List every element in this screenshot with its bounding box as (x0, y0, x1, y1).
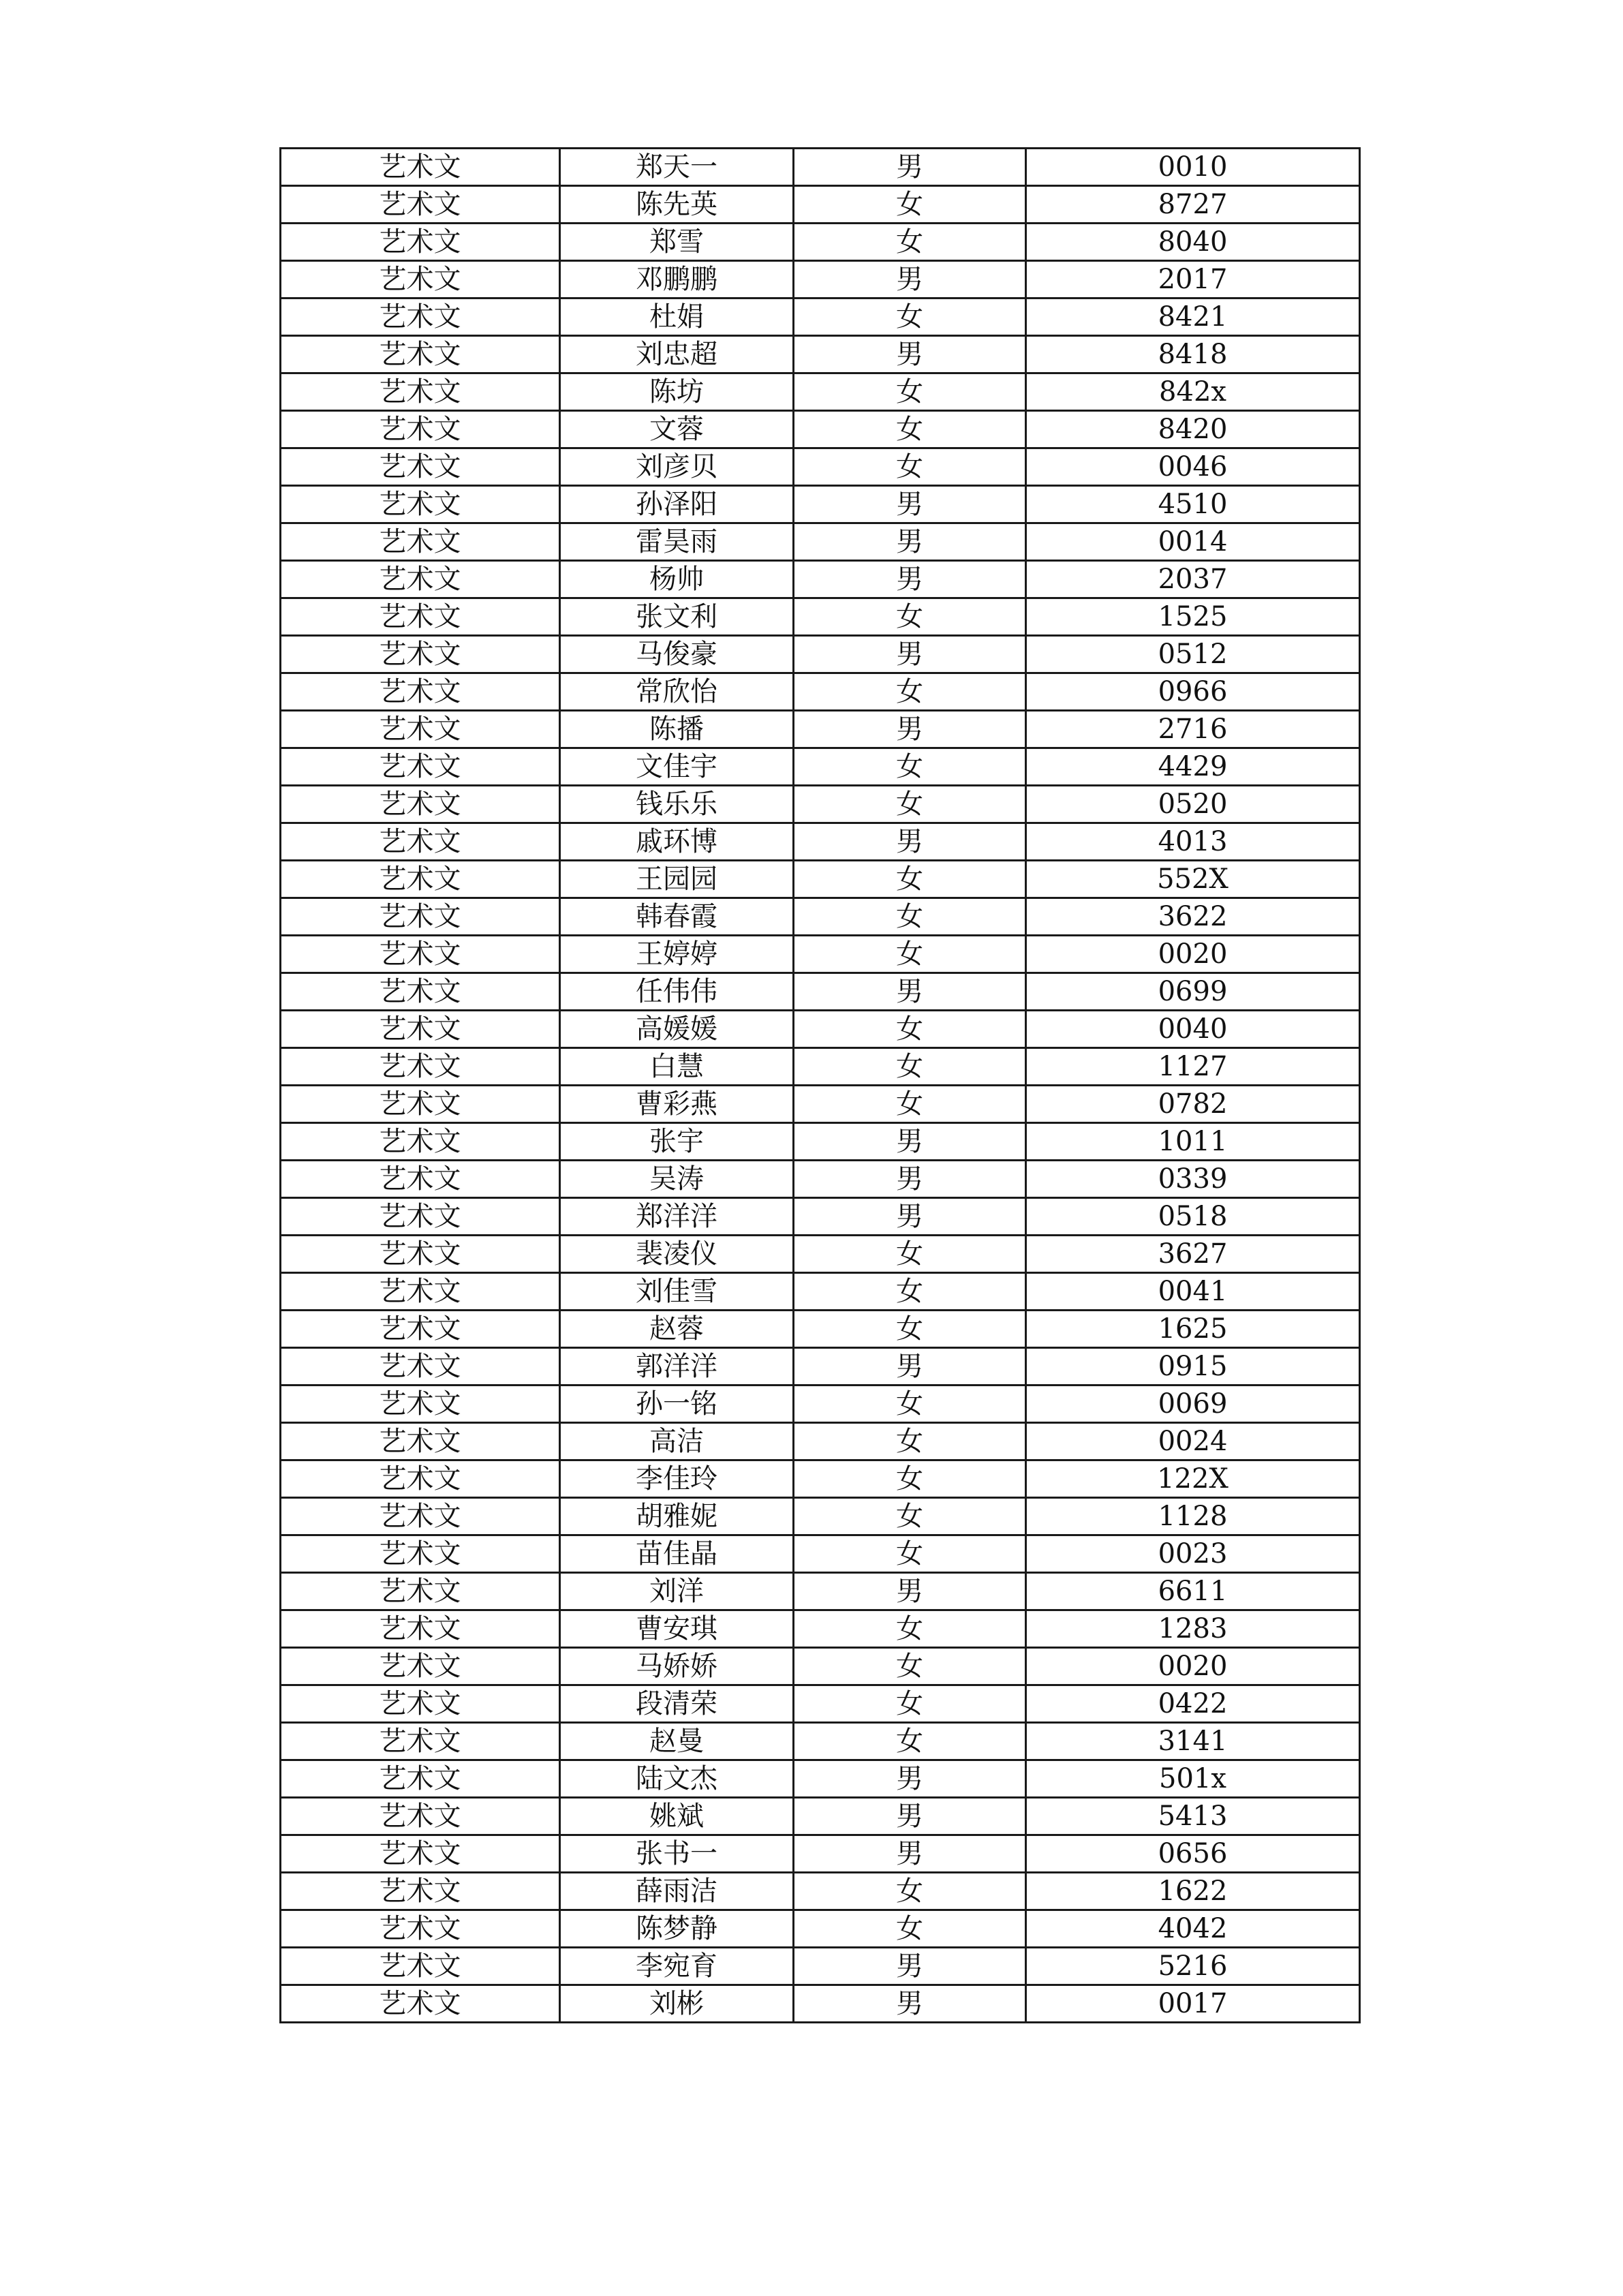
name-cell: 常欣怡 (560, 673, 794, 711)
name-cell: 雷昊雨 (560, 523, 794, 561)
category-cell: 艺术文 (281, 973, 560, 1011)
table-row (281, 898, 1360, 936)
roster-table-body (281, 149, 1360, 2023)
id-suffix-cell: 0339 (1026, 1161, 1360, 1198)
category-cell: 艺术文 (281, 224, 560, 261)
table-row (281, 149, 1360, 186)
table-row (281, 598, 1360, 636)
id-suffix-cell: 0656 (1026, 1835, 1360, 1873)
name-cell: 苗佳晶 (560, 1535, 794, 1573)
name-cell: 赵蓉 (560, 1311, 794, 1348)
gender-cell: 女 (794, 1685, 1026, 1723)
name-cell: 马娇娇 (560, 1648, 794, 1685)
table-row (281, 1873, 1360, 1910)
id-suffix-cell: 0017 (1026, 1985, 1360, 2023)
name-cell: 姚斌 (560, 1798, 794, 1835)
gender-cell: 女 (794, 1723, 1026, 1760)
table-row (281, 486, 1360, 523)
id-suffix-cell: 1283 (1026, 1610, 1360, 1648)
table-row (281, 1723, 1360, 1760)
category-cell: 艺术文 (281, 898, 560, 936)
gender-cell: 女 (794, 411, 1026, 448)
gender-cell: 男 (794, 636, 1026, 673)
id-suffix-cell: 0041 (1026, 1273, 1360, 1311)
category-cell: 艺术文 (281, 1760, 560, 1798)
name-cell: 马俊豪 (560, 636, 794, 673)
category-cell: 艺术文 (281, 1573, 560, 1610)
gender-cell: 男 (794, 973, 1026, 1011)
gender-cell: 女 (794, 1910, 1026, 1948)
gender-cell: 男 (794, 261, 1026, 299)
name-cell: 刘彬 (560, 1985, 794, 2023)
name-cell: 王婷婷 (560, 936, 794, 973)
id-suffix-cell: 122X (1026, 1460, 1360, 1498)
name-cell: 邓鹏鹏 (560, 261, 794, 299)
id-suffix-cell: 0014 (1026, 523, 1360, 561)
category-cell: 艺术文 (281, 149, 560, 186)
table-row (281, 224, 1360, 261)
table-row (281, 823, 1360, 861)
category-cell: 艺术文 (281, 598, 560, 636)
table-row (281, 1798, 1360, 1835)
name-cell: 郭洋洋 (560, 1348, 794, 1386)
gender-cell: 女 (794, 936, 1026, 973)
table-row (281, 1948, 1360, 1985)
name-cell: 高媛媛 (560, 1011, 794, 1048)
category-cell: 艺术文 (281, 1311, 560, 1348)
name-cell: 刘佳雪 (560, 1273, 794, 1311)
category-cell: 艺术文 (281, 1910, 560, 1948)
table-row (281, 1123, 1360, 1161)
category-cell: 艺术文 (281, 1348, 560, 1386)
table-row (281, 973, 1360, 1011)
name-cell: 李佳玲 (560, 1460, 794, 1498)
name-cell: 刘洋 (560, 1573, 794, 1610)
category-cell: 艺术文 (281, 1460, 560, 1498)
name-cell: 张宇 (560, 1123, 794, 1161)
category-cell: 艺术文 (281, 1948, 560, 1985)
category-cell: 艺术文 (281, 636, 560, 673)
gender-cell: 女 (794, 1423, 1026, 1460)
gender-cell: 女 (794, 1048, 1026, 1086)
name-cell: 任伟伟 (560, 973, 794, 1011)
category-cell: 艺术文 (281, 1236, 560, 1273)
category-cell: 艺术文 (281, 786, 560, 823)
gender-cell: 男 (794, 1948, 1026, 1985)
table-row (281, 1236, 1360, 1273)
name-cell: 胡雅妮 (560, 1498, 794, 1535)
id-suffix-cell: 552X (1026, 861, 1360, 898)
category-cell: 艺术文 (281, 1011, 560, 1048)
id-suffix-cell: 1625 (1026, 1311, 1360, 1348)
category-cell: 艺术文 (281, 1798, 560, 1835)
table-row (281, 1573, 1360, 1610)
id-suffix-cell: 0422 (1026, 1685, 1360, 1723)
id-suffix-cell: 3622 (1026, 898, 1360, 936)
id-suffix-cell: 1128 (1026, 1498, 1360, 1535)
table-row (281, 1198, 1360, 1236)
category-cell: 艺术文 (281, 336, 560, 373)
table-row (281, 561, 1360, 598)
category-cell: 艺术文 (281, 1123, 560, 1161)
gender-cell: 女 (794, 1498, 1026, 1535)
id-suffix-cell: 8420 (1026, 411, 1360, 448)
category-cell: 艺术文 (281, 1498, 560, 1535)
gender-cell: 男 (794, 486, 1026, 523)
id-suffix-cell: 8727 (1026, 186, 1360, 224)
category-cell: 艺术文 (281, 411, 560, 448)
gender-cell: 女 (794, 1873, 1026, 1910)
gender-cell: 男 (794, 1348, 1026, 1386)
table-row (281, 1048, 1360, 1086)
id-suffix-cell: 5216 (1026, 1948, 1360, 1985)
category-cell: 艺术文 (281, 448, 560, 486)
category-cell: 艺术文 (281, 711, 560, 748)
name-cell: 高洁 (560, 1423, 794, 1460)
id-suffix-cell: 8418 (1026, 336, 1360, 373)
name-cell: 陈坊 (560, 373, 794, 411)
id-suffix-cell: 6611 (1026, 1573, 1360, 1610)
gender-cell: 女 (794, 1535, 1026, 1573)
table-row (281, 936, 1360, 973)
gender-cell: 女 (794, 373, 1026, 411)
gender-cell: 女 (794, 1236, 1026, 1273)
gender-cell: 男 (794, 1198, 1026, 1236)
category-cell: 艺术文 (281, 373, 560, 411)
name-cell: 文蓉 (560, 411, 794, 448)
category-cell: 艺术文 (281, 1648, 560, 1685)
table-row (281, 1610, 1360, 1648)
table-row (281, 1311, 1360, 1348)
id-suffix-cell: 8040 (1026, 224, 1360, 261)
table-row (281, 673, 1360, 711)
name-cell: 李宛育 (560, 1948, 794, 1985)
gender-cell: 男 (794, 1835, 1026, 1873)
gender-cell: 男 (794, 149, 1026, 186)
id-suffix-cell: 4013 (1026, 823, 1360, 861)
id-suffix-cell: 2716 (1026, 711, 1360, 748)
category-cell: 艺术文 (281, 673, 560, 711)
id-suffix-cell: 0020 (1026, 1648, 1360, 1685)
name-cell: 陈播 (560, 711, 794, 748)
gender-cell: 女 (794, 1011, 1026, 1048)
table-row (281, 861, 1360, 898)
name-cell: 薛雨洁 (560, 1873, 794, 1910)
name-cell: 陈先英 (560, 186, 794, 224)
table-row (281, 261, 1360, 299)
id-suffix-cell: 0699 (1026, 973, 1360, 1011)
id-suffix-cell: 0024 (1026, 1423, 1360, 1460)
id-suffix-cell: 4042 (1026, 1910, 1360, 1948)
category-cell: 艺术文 (281, 299, 560, 336)
name-cell: 段清荣 (560, 1685, 794, 1723)
category-cell: 艺术文 (281, 861, 560, 898)
id-suffix-cell: 0020 (1026, 936, 1360, 973)
table-row (281, 1348, 1360, 1386)
gender-cell: 男 (794, 823, 1026, 861)
category-cell: 艺术文 (281, 523, 560, 561)
name-cell: 白慧 (560, 1048, 794, 1086)
category-cell: 艺术文 (281, 486, 560, 523)
table-row (281, 1648, 1360, 1685)
gender-cell: 女 (794, 1311, 1026, 1348)
id-suffix-cell: 842x (1026, 373, 1360, 411)
name-cell: 王园园 (560, 861, 794, 898)
gender-cell: 男 (794, 711, 1026, 748)
id-suffix-cell: 1622 (1026, 1873, 1360, 1910)
name-cell: 陈梦静 (560, 1910, 794, 1948)
table-row (281, 1161, 1360, 1198)
id-suffix-cell: 5413 (1026, 1798, 1360, 1835)
table-row (281, 786, 1360, 823)
category-cell: 艺术文 (281, 1685, 560, 1723)
table-row (281, 748, 1360, 786)
category-cell: 艺术文 (281, 1835, 560, 1873)
category-cell: 艺术文 (281, 186, 560, 224)
name-cell: 刘彦贝 (560, 448, 794, 486)
id-suffix-cell: 0040 (1026, 1011, 1360, 1048)
category-cell: 艺术文 (281, 1273, 560, 1311)
gender-cell: 男 (794, 1985, 1026, 2023)
table-row (281, 523, 1360, 561)
name-cell: 吴涛 (560, 1161, 794, 1198)
name-cell: 刘忠超 (560, 336, 794, 373)
table-row (281, 1760, 1360, 1798)
id-suffix-cell: 0512 (1026, 636, 1360, 673)
name-cell: 曹彩燕 (560, 1086, 794, 1123)
category-cell: 艺术文 (281, 1985, 560, 2023)
category-cell: 艺术文 (281, 1048, 560, 1086)
name-cell: 戚环博 (560, 823, 794, 861)
table-row (281, 636, 1360, 673)
id-suffix-cell: 0046 (1026, 448, 1360, 486)
table-row (281, 1273, 1360, 1311)
name-cell: 张文利 (560, 598, 794, 636)
name-cell: 孙一铭 (560, 1386, 794, 1423)
name-cell: 赵曼 (560, 1723, 794, 1760)
gender-cell: 男 (794, 561, 1026, 598)
table-row (281, 411, 1360, 448)
gender-cell: 女 (794, 448, 1026, 486)
gender-cell: 男 (794, 1760, 1026, 1798)
gender-cell: 女 (794, 598, 1026, 636)
id-suffix-cell: 3141 (1026, 1723, 1360, 1760)
id-suffix-cell: 0069 (1026, 1386, 1360, 1423)
gender-cell: 男 (794, 1573, 1026, 1610)
table-row (281, 711, 1360, 748)
id-suffix-cell: 4510 (1026, 486, 1360, 523)
category-cell: 艺术文 (281, 1161, 560, 1198)
category-cell: 艺术文 (281, 1535, 560, 1573)
gender-cell: 女 (794, 1648, 1026, 1685)
id-suffix-cell: 1525 (1026, 598, 1360, 636)
id-suffix-cell: 0518 (1026, 1198, 1360, 1236)
category-cell: 艺术文 (281, 261, 560, 299)
id-suffix-cell: 0915 (1026, 1348, 1360, 1386)
gender-cell: 男 (794, 1123, 1026, 1161)
gender-cell: 男 (794, 336, 1026, 373)
id-suffix-cell: 1011 (1026, 1123, 1360, 1161)
table-row (281, 186, 1360, 224)
table-row (281, 373, 1360, 411)
table-row (281, 336, 1360, 373)
category-cell: 艺术文 (281, 561, 560, 598)
category-cell: 艺术文 (281, 1423, 560, 1460)
gender-cell: 女 (794, 1086, 1026, 1123)
id-suffix-cell: 1127 (1026, 1048, 1360, 1086)
gender-cell: 女 (794, 1610, 1026, 1648)
table-row (281, 299, 1360, 336)
id-suffix-cell: 2017 (1026, 261, 1360, 299)
id-suffix-cell: 2037 (1026, 561, 1360, 598)
category-cell: 艺术文 (281, 1723, 560, 1760)
id-suffix-cell: 501x (1026, 1760, 1360, 1798)
id-suffix-cell: 3627 (1026, 1236, 1360, 1273)
id-suffix-cell: 0782 (1026, 1086, 1360, 1123)
category-cell: 艺术文 (281, 823, 560, 861)
id-suffix-cell: 8421 (1026, 299, 1360, 336)
name-cell: 杜娟 (560, 299, 794, 336)
category-cell: 艺术文 (281, 1873, 560, 1910)
gender-cell: 男 (794, 523, 1026, 561)
name-cell: 裴凌仪 (560, 1236, 794, 1273)
name-cell: 郑雪 (560, 224, 794, 261)
table-row (281, 1460, 1360, 1498)
table-row (281, 1086, 1360, 1123)
gender-cell: 女 (794, 898, 1026, 936)
category-cell: 艺术文 (281, 1086, 560, 1123)
table-row (281, 1423, 1360, 1460)
name-cell: 张书一 (560, 1835, 794, 1873)
id-suffix-cell: 0520 (1026, 786, 1360, 823)
table-row (281, 1835, 1360, 1873)
category-cell: 艺术文 (281, 1198, 560, 1236)
category-cell: 艺术文 (281, 748, 560, 786)
table-row (281, 1910, 1360, 1948)
gender-cell: 女 (794, 673, 1026, 711)
gender-cell: 女 (794, 224, 1026, 261)
name-cell: 孙泽阳 (560, 486, 794, 523)
id-suffix-cell: 4429 (1026, 748, 1360, 786)
category-cell: 艺术文 (281, 1610, 560, 1648)
id-suffix-cell: 0966 (1026, 673, 1360, 711)
category-cell: 艺术文 (281, 1386, 560, 1423)
table-row (281, 1011, 1360, 1048)
gender-cell: 男 (794, 1798, 1026, 1835)
gender-cell: 女 (794, 1386, 1026, 1423)
name-cell: 陆文杰 (560, 1760, 794, 1798)
gender-cell: 女 (794, 186, 1026, 224)
name-cell: 郑洋洋 (560, 1198, 794, 1236)
name-cell: 郑天一 (560, 149, 794, 186)
name-cell: 杨帅 (560, 561, 794, 598)
table-row (281, 448, 1360, 486)
roster-table (279, 147, 1361, 2023)
gender-cell: 男 (794, 1161, 1026, 1198)
table-row (281, 1985, 1360, 2023)
gender-cell: 女 (794, 786, 1026, 823)
name-cell: 文佳宇 (560, 748, 794, 786)
name-cell: 钱乐乐 (560, 786, 794, 823)
name-cell: 韩春霞 (560, 898, 794, 936)
gender-cell: 女 (794, 861, 1026, 898)
table-row (281, 1685, 1360, 1723)
table-row (281, 1386, 1360, 1423)
gender-cell: 女 (794, 1460, 1026, 1498)
table-row (281, 1498, 1360, 1535)
gender-cell: 女 (794, 1273, 1026, 1311)
table-row (281, 1535, 1360, 1573)
id-suffix-cell: 0010 (1026, 149, 1360, 186)
category-cell: 艺术文 (281, 936, 560, 973)
id-suffix-cell: 0023 (1026, 1535, 1360, 1573)
name-cell: 曹安琪 (560, 1610, 794, 1648)
gender-cell: 女 (794, 748, 1026, 786)
gender-cell: 女 (794, 299, 1026, 336)
